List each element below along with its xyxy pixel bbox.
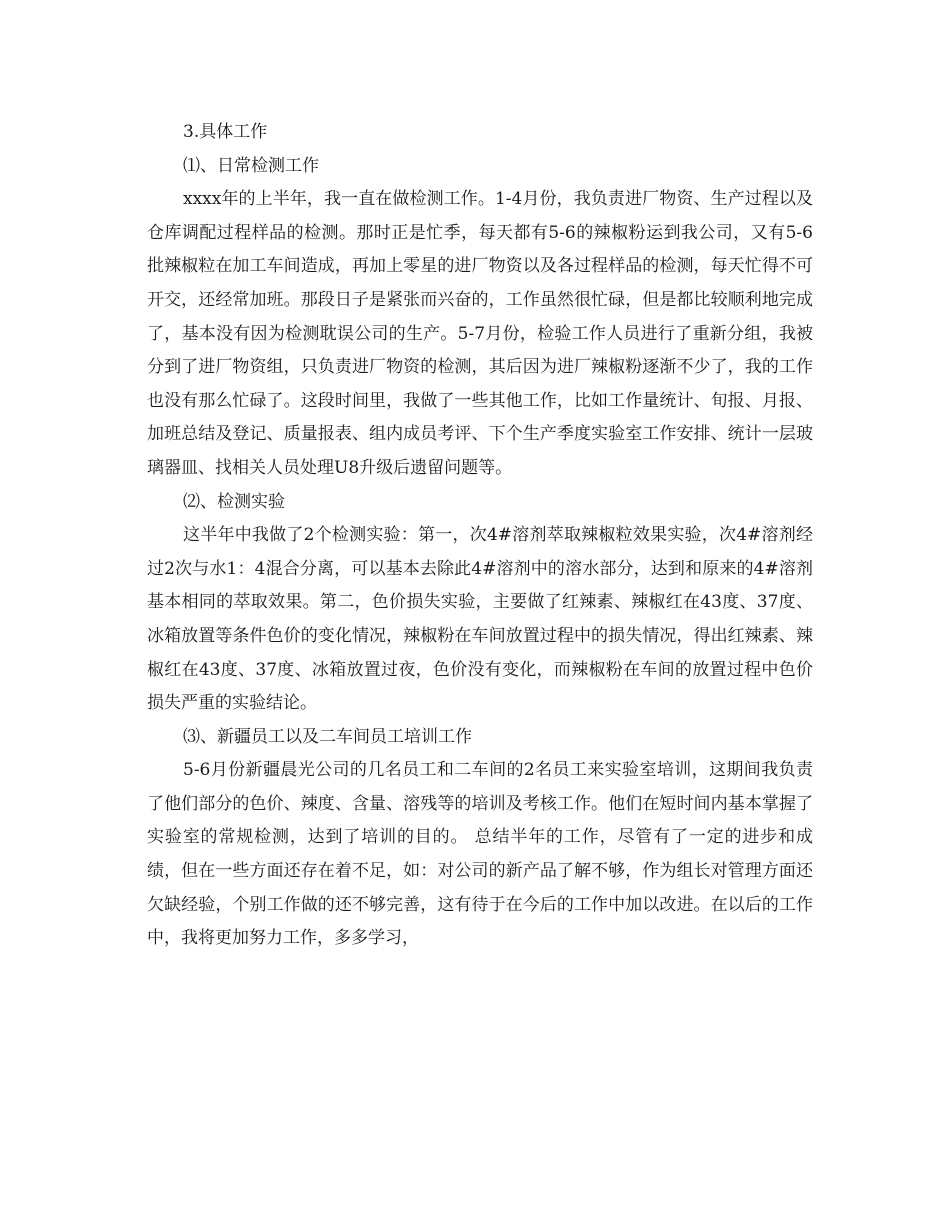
- paragraph-training: 5-6月份新疆晨光公司的几名员工和二车间的2名员工来实验室培训，这期间我负责了他们部分的色价、辣度、含量、溶残等的培训及考核工作。他们在短时间内基本掌握了实验室的常规检测，达到了培训的目的。 总结半年的工作，尽管有了一定的进步和成绩，但在一些方面还存在着不足，如：对公司的新产品了解不够，作为组长对管理方面还欠缺经验，个别工作做的还不够完善，这有待于在今后的工作中加以改进。在以后的工作中，我将更加努力工作，多多学习，: [147, 760, 813, 949]
- document-body: [147, 116, 813, 956]
- paragraph-daily-testing: xxxx年的上半年，我一直在做检测工作。1-4月份，我负责进厂物资、生产过程以及仓库调配过程样品的检测。那时正是忙季，每天都有5-6的辣椒粉运到我公司，又有5-6批辣椒粒在加工车间造成，再加上零星的进厂物资以及各过程样品的检测，每天忙得不可开交，还经常加班。那段日子是紧张而兴奋的，工作虽然很忙碌，但是都比较顺利地完成了，基本没有因为检测耽误公司的生产。5-7月份，检验工作人员进行了重新分组，我被分到了进厂物资组，只负责进厂物资的检测，其后因为进厂辣椒粉逐渐不少了，我的工作也没有那么忙碌了。这段时间里，我做了一些其他工作，比如工作量统计、旬报、月报、加班总结及登记、质量报表、组内成员考评、下个生产季度实验室工作安排、统计一层玻璃器皿、找相关人员处理U8升级后遗留问题等。: [147, 189, 813, 478]
- paragraph-experiments: 这半年中我做了2个检测实验：第一，次4#溶剂萃取辣椒粒效果实验，次4#溶剂经过2次与水1：4混合分离，可以基本去除此4#溶剂中的溶水部分，达到和原来的4#溶剂基本相同的萃取效果。第二，色价损失实验，主要做了红辣素、辣椒红在43度、37度、冰箱放置等条件色价的变化情况，辣椒粉在车间放置过程中的损失情况，得出红辣素、辣椒红在43度、37度、冰箱放置过夜，色价没有变化，而辣椒粉在车间的放置过程中色价损失严重的实验结论。: [147, 525, 813, 714]
- section-heading: 3.具体工作: [183, 122, 268, 142]
- subsection-heading-daily-testing: ⑴、日常检测工作: [183, 155, 319, 176]
- subsection-heading-training: ⑶、新疆员工以及二车间员工培训工作: [183, 726, 472, 747]
- subsection-heading-experiments: ⑵、检测实验: [183, 491, 285, 512]
